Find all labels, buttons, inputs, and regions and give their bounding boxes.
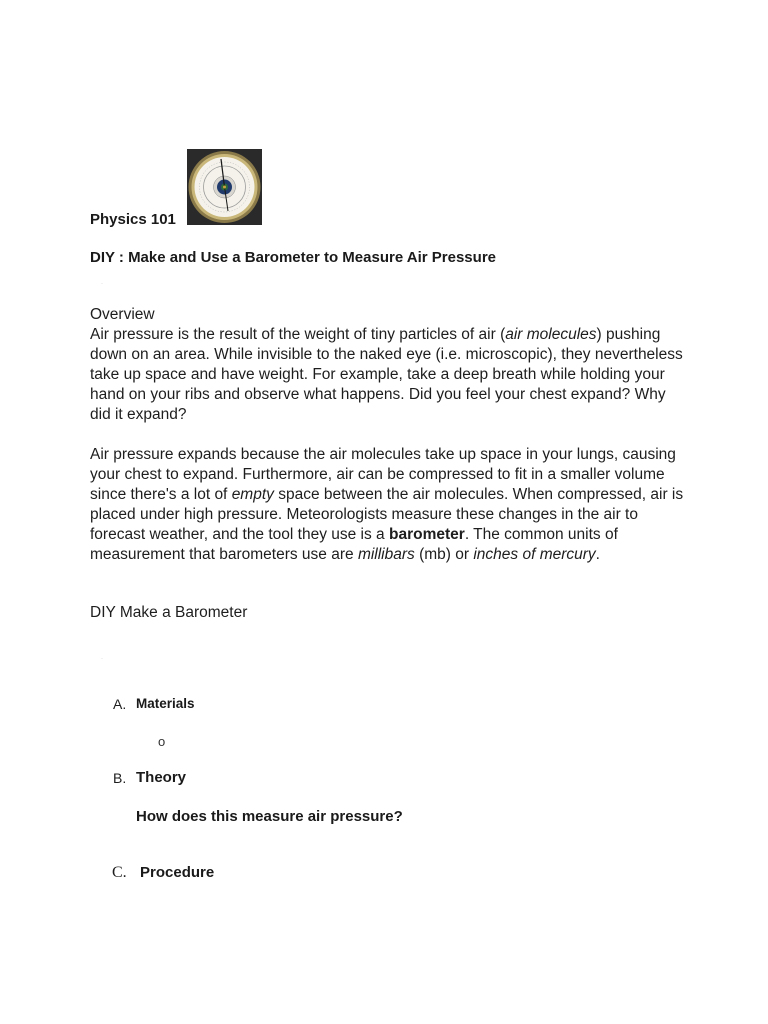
- stray-mark: ·: [101, 656, 103, 662]
- procedure-label: Procedure: [140, 864, 215, 881]
- materials-label: Materials: [136, 696, 195, 711]
- empty-bullet: o: [158, 734, 166, 749]
- list-letter-b: B.: [113, 770, 127, 786]
- list-letter-a: A.: [113, 696, 127, 712]
- overview-heading: Overview: [90, 306, 155, 323]
- barometer-icon: [187, 149, 262, 225]
- overview-paragraph-1: Air pressure is the result of the weight of tiny particles of air (air molecules) pushing down on an area. While invisible to the naked eye (i.e. microscopic), they nevertheless take up space and have weight. For example, take a deep breath while holding your hand on your ribs and observe what happens. Did you feel your chest expand? Why did it expand?: [90, 326, 683, 423]
- theory-question: How does this measure air pressure?: [136, 808, 403, 825]
- document-subtitle: DIY : Make and Use a Barometer to Measure Air Pressure: [90, 249, 496, 266]
- stray-mark: ·: [101, 281, 103, 287]
- theory-label: Theory: [136, 769, 187, 786]
- page-title: Physics 101: [90, 211, 176, 228]
- list-letter-c: C.: [112, 864, 127, 881]
- overview-paragraph-2: Air pressure expands because the air molecules take up space in your lungs, causing your chest to expand. Furthermore, air can be compressed to fit in a smaller volume since there's a lot of empty space between the air molecules. When compressed, air is placed under high pressure. Meteorologists measure these changes in the air to forecast weather, and the tool they use is a barometer. The common units of measurement that barometers use are millibars (mb) or inches of mercury.: [90, 446, 684, 563]
- barometer-image: [187, 149, 262, 225]
- diy-heading: DIY Make a Barometer: [90, 604, 248, 621]
